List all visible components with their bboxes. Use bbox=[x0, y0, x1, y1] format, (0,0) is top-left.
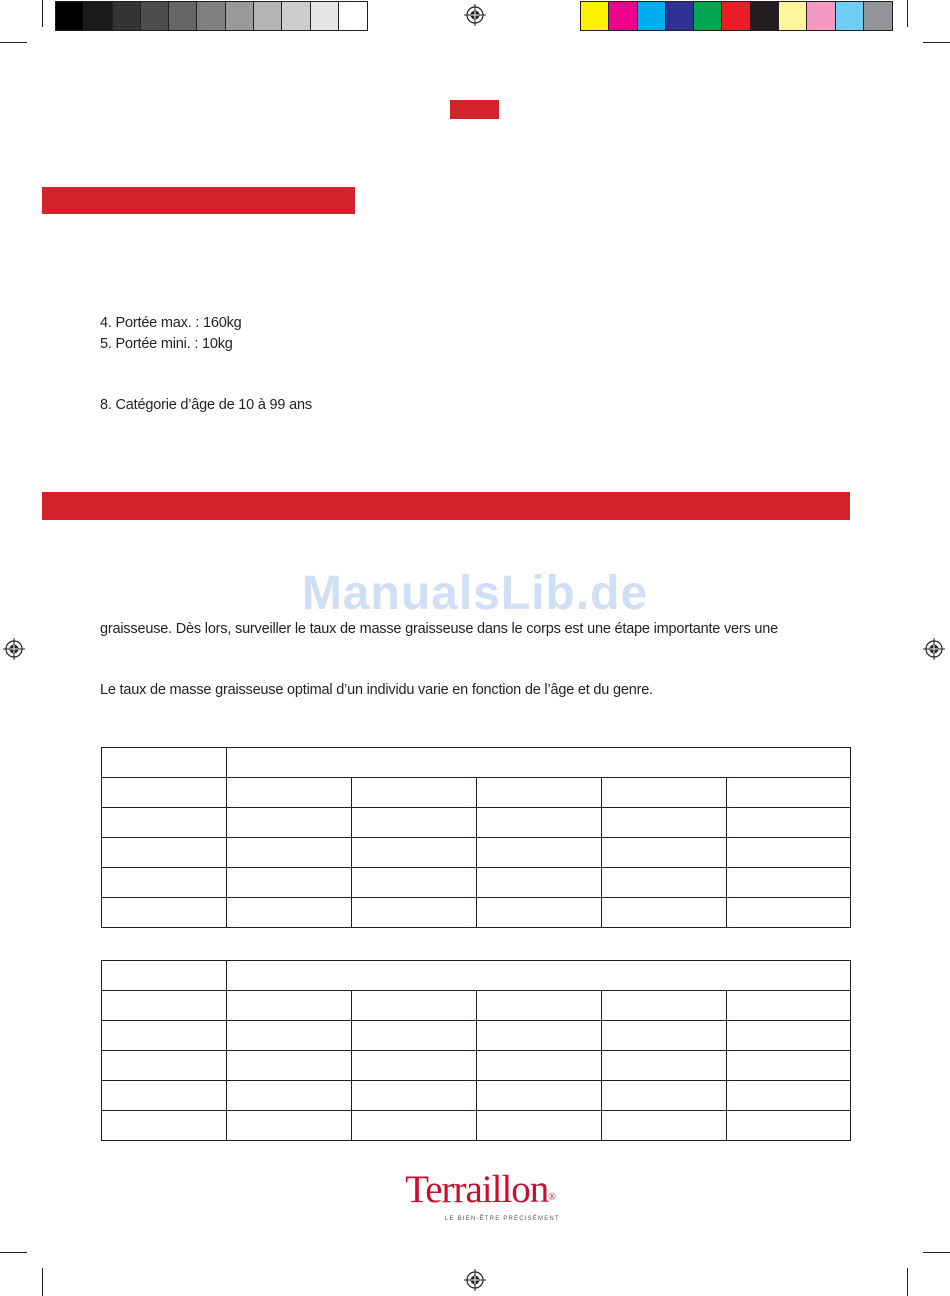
table-cell bbox=[227, 808, 352, 838]
color-calibration-strip bbox=[580, 1, 893, 31]
table-cell bbox=[102, 1081, 227, 1111]
crop-mark-tl-h bbox=[0, 42, 27, 43]
table-cell bbox=[477, 778, 602, 808]
color-swatch bbox=[864, 2, 892, 30]
gray-swatch bbox=[56, 2, 84, 30]
gray-swatch bbox=[197, 2, 225, 30]
table-cell bbox=[352, 778, 477, 808]
spec-min-capacity: 5. Portée mini. : 10kg bbox=[100, 336, 233, 352]
crop-mark-tr-h bbox=[923, 42, 950, 43]
table-cell bbox=[352, 1021, 477, 1051]
table-cell bbox=[602, 991, 727, 1021]
table-cell bbox=[602, 1111, 727, 1141]
color-swatch bbox=[581, 2, 609, 30]
table-cell bbox=[727, 991, 851, 1021]
table-row bbox=[102, 1111, 851, 1141]
table-cell bbox=[102, 991, 227, 1021]
color-swatch bbox=[694, 2, 722, 30]
table-row bbox=[102, 808, 851, 838]
table-cell bbox=[227, 991, 352, 1021]
crop-mark-br-h bbox=[923, 1252, 950, 1253]
table-cell bbox=[727, 838, 851, 868]
table-cell bbox=[227, 778, 352, 808]
table-row bbox=[102, 838, 851, 868]
spec-age-range: 8. Catégorie d’âge de 10 à 99 ans bbox=[100, 397, 312, 413]
color-swatch bbox=[609, 2, 637, 30]
table-row bbox=[102, 778, 851, 808]
table-cell bbox=[102, 868, 227, 898]
table-cell bbox=[727, 808, 851, 838]
table-cell bbox=[477, 838, 602, 868]
table-row bbox=[102, 898, 851, 928]
table-cell bbox=[102, 838, 227, 868]
table-cell bbox=[352, 868, 477, 898]
body-paragraph-2: Le taux de masse graisseuse optimal d’un individu varie en fonction de l’âge et du genre. bbox=[100, 682, 653, 698]
table-cell bbox=[727, 898, 851, 928]
gray-swatch bbox=[226, 2, 254, 30]
watermark: ManualsLib.de bbox=[301, 567, 649, 620]
table-cell bbox=[352, 1051, 477, 1081]
table-cell bbox=[227, 838, 352, 868]
table-cell bbox=[227, 1111, 352, 1141]
table-row bbox=[102, 1081, 851, 1111]
table-cell bbox=[102, 1111, 227, 1141]
gray-swatch bbox=[339, 2, 367, 30]
table-cell bbox=[227, 1021, 352, 1051]
table-row bbox=[102, 1021, 851, 1051]
table-row bbox=[102, 1051, 851, 1081]
table-cell bbox=[102, 898, 227, 928]
page-number-tab bbox=[450, 100, 499, 119]
table-cell bbox=[477, 898, 602, 928]
logo-wordmark bbox=[395, 1170, 565, 1218]
table-cell bbox=[477, 868, 602, 898]
gray-swatch bbox=[113, 2, 141, 30]
color-swatch bbox=[722, 2, 750, 30]
gray-swatch bbox=[84, 2, 112, 30]
table-cell bbox=[477, 991, 602, 1021]
table-cell bbox=[352, 1081, 477, 1111]
crop-mark-bl-v bbox=[42, 1268, 43, 1296]
registration-mark-bottom-icon bbox=[464, 1269, 486, 1291]
table-cell bbox=[727, 868, 851, 898]
gray-swatch bbox=[311, 2, 339, 30]
table-cell bbox=[102, 961, 227, 991]
gray-swatch bbox=[254, 2, 282, 30]
table-cell bbox=[727, 1051, 851, 1081]
spec-max-capacity: 4. Portée max. : 160kg bbox=[100, 315, 242, 331]
table-cell bbox=[602, 838, 727, 868]
gray-swatch bbox=[282, 2, 310, 30]
color-swatch bbox=[807, 2, 835, 30]
table-cell bbox=[477, 1081, 602, 1111]
section-header-bar-body-fat bbox=[42, 492, 850, 520]
table-cell bbox=[227, 1051, 352, 1081]
table-header-row bbox=[102, 748, 851, 778]
color-swatch bbox=[779, 2, 807, 30]
gray-swatch bbox=[141, 2, 169, 30]
table-cell bbox=[477, 1111, 602, 1141]
logo-registered-mark: ® bbox=[548, 1192, 555, 1203]
crop-mark-tr-v bbox=[907, 0, 908, 27]
crop-mark-tl-v bbox=[42, 0, 43, 27]
table-cell bbox=[602, 808, 727, 838]
table-cell bbox=[477, 1051, 602, 1081]
table-cell bbox=[352, 898, 477, 928]
table-header-row bbox=[102, 961, 851, 991]
table-cell bbox=[477, 808, 602, 838]
table-cell bbox=[602, 868, 727, 898]
table-cell bbox=[102, 748, 227, 778]
table-cell bbox=[102, 1051, 227, 1081]
table-cell bbox=[602, 778, 727, 808]
table-cell bbox=[727, 1081, 851, 1111]
table-cell bbox=[352, 838, 477, 868]
table-cell bbox=[602, 1021, 727, 1051]
body-fat-table-1 bbox=[101, 747, 851, 928]
registration-mark-left-icon bbox=[3, 638, 25, 660]
terraillon-logo bbox=[395, 1170, 565, 1222]
body-paragraph-1: graisseuse. Dès lors, surveiller le taux de masse graisseuse dans le corps est une étape importante vers une bbox=[100, 621, 778, 637]
logo-brand: Terraillon bbox=[405, 1168, 549, 1211]
table-cell bbox=[727, 778, 851, 808]
table-cell bbox=[227, 1081, 352, 1111]
table-cell bbox=[102, 1021, 227, 1051]
gray-swatch bbox=[169, 2, 197, 30]
color-swatch bbox=[666, 2, 694, 30]
table-cell bbox=[602, 1051, 727, 1081]
crop-mark-bl-h bbox=[0, 1252, 27, 1253]
table-cell bbox=[602, 1081, 727, 1111]
logo-tagline: LE BIEN-ÊTRE PRÉCISÉMENT bbox=[445, 1216, 560, 1222]
crop-mark-br-v bbox=[907, 1268, 908, 1296]
table-cell bbox=[102, 778, 227, 808]
table-cell bbox=[727, 1021, 851, 1051]
registration-mark-right-icon bbox=[923, 638, 945, 660]
table-row bbox=[102, 991, 851, 1021]
registration-mark-top-icon bbox=[464, 4, 486, 26]
color-swatch bbox=[836, 2, 864, 30]
table-cell bbox=[352, 1111, 477, 1141]
color-swatch bbox=[638, 2, 666, 30]
table-cell bbox=[352, 991, 477, 1021]
table-cell bbox=[352, 808, 477, 838]
section-header-bar-specs bbox=[42, 187, 355, 214]
table-row bbox=[102, 868, 851, 898]
table-cell bbox=[227, 898, 352, 928]
table-cell bbox=[477, 1021, 602, 1051]
body-fat-table-2 bbox=[101, 960, 851, 1141]
table-cell bbox=[602, 898, 727, 928]
gray-calibration-strip bbox=[55, 1, 368, 31]
table-cell bbox=[227, 748, 851, 778]
table-cell bbox=[727, 1111, 851, 1141]
table-cell bbox=[102, 808, 227, 838]
table-cell bbox=[227, 868, 352, 898]
color-swatch bbox=[751, 2, 779, 30]
table-cell bbox=[227, 961, 851, 991]
